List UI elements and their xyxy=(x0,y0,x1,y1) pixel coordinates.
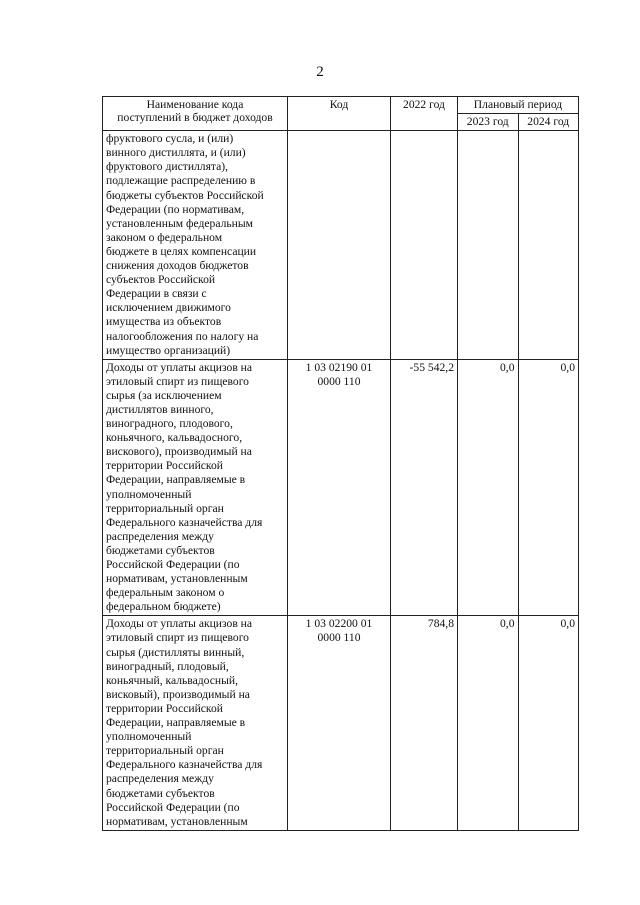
table-row xyxy=(103,359,579,616)
row-name-line: снижения доходов бюджетов xyxy=(106,259,249,273)
row-name-line: территории Российской xyxy=(106,459,223,473)
row-name-line: Российской Федерации (по xyxy=(106,558,240,571)
row-value-2024: 0,0 xyxy=(518,359,579,616)
row-value-2023 xyxy=(458,131,519,360)
row-value-2022 xyxy=(391,131,458,360)
row-name-line: Федерации в связи с xyxy=(106,287,207,301)
row-name xyxy=(103,131,288,360)
row-name-line: Федерации, направляемые в xyxy=(106,473,246,487)
row-code-line: 1 03 02200 01 xyxy=(305,617,373,631)
row-name-line: территориальный орган xyxy=(106,744,224,758)
row-name-line: субъектов Российской xyxy=(106,273,216,287)
row-name-line: Доходы от уплаты акцизов на xyxy=(106,360,253,374)
row-name-line: сырья (дистилляты винный, xyxy=(106,645,245,659)
row-name-line: бюджете в целях компенсации xyxy=(106,244,257,258)
row-name-line: этиловый спирт из пищевого xyxy=(106,631,249,645)
header-year-2022: 2022 год xyxy=(391,97,458,131)
row-name-line: этиловый спирт из пищевого xyxy=(106,374,249,388)
table-header xyxy=(103,97,579,131)
row-name-line: установленным федеральным xyxy=(106,216,253,230)
row-name-line: фруктового сусла, и (или) xyxy=(106,132,234,146)
row-name-line: федеральном бюджете) xyxy=(106,600,221,614)
row-name-line: бюджетами субъектов xyxy=(106,786,215,800)
row-code-line: 0000 110 xyxy=(317,631,361,645)
row-value-2023: 0,0 xyxy=(458,359,519,616)
row-value-2022: 784,8 xyxy=(391,616,458,830)
row-name-line: имущества из объектов xyxy=(106,315,222,329)
row-name-line: висковый), производимый на xyxy=(106,687,250,701)
row-code xyxy=(288,359,391,616)
row-name-line: сырья (за исключением xyxy=(106,388,222,402)
row-name xyxy=(103,359,288,616)
row-name-line: исключением движимого xyxy=(106,301,231,315)
table-row xyxy=(103,131,579,360)
row-name-line: Федерального казначейства для xyxy=(106,515,263,529)
row-name-line: налогообложения по налогу на xyxy=(106,329,259,343)
row-name-line: уполномоченный xyxy=(106,487,192,501)
row-name-line: подлежащие распределению в xyxy=(106,174,256,188)
row-name-line: территориальный орган xyxy=(106,501,224,515)
row-code xyxy=(288,616,391,830)
row-name-line: бюджеты субъектов Российской xyxy=(106,188,264,202)
row-value-2024 xyxy=(518,131,579,360)
table-body xyxy=(103,131,579,831)
row-name-line: Доходы от уплаты акцизов на xyxy=(106,617,253,631)
row-name-line: Федерации, направляемые в xyxy=(106,716,246,730)
header-name xyxy=(103,97,288,131)
row-name-line: территории Российской xyxy=(106,701,223,715)
row-name-line: распределения между xyxy=(106,529,214,543)
revenue-table xyxy=(102,96,579,831)
header-year-2023: 2023 год xyxy=(458,114,519,131)
row-name-line: нормативам, установленным xyxy=(106,814,248,828)
row-name-line: винного дистиллята, и (или) xyxy=(106,146,246,160)
row-name-line: дистиллятов винного, xyxy=(106,402,214,416)
row-name-line: коньячный, кальвадосный, xyxy=(106,673,238,687)
row-value-2022: -55 542,2 xyxy=(391,359,458,616)
table-row xyxy=(103,616,579,830)
row-name-line: Российской Федерации (по xyxy=(106,800,240,814)
header-code: Код xyxy=(288,97,391,131)
header-year-2024: 2024 год xyxy=(518,114,579,131)
row-value-2023: 0,0 xyxy=(458,616,519,830)
page-number: 2 xyxy=(316,64,324,80)
row-name-line: виноградный, плодовый, xyxy=(106,659,229,673)
row-name-line: федеральным законом о xyxy=(106,586,225,600)
header-planned-period: Плановый период xyxy=(458,97,579,114)
row-name-line: Федерации (по нормативам, xyxy=(106,202,245,216)
row-name-line: законом о федеральном xyxy=(106,230,223,244)
row-name-line: бюджетами субъектов xyxy=(106,543,215,557)
header-row-top xyxy=(103,97,579,114)
header-name-line: поступлений в бюджет доходов xyxy=(117,111,273,124)
row-name xyxy=(103,616,288,830)
row-code xyxy=(288,131,391,360)
row-name-line: виноградного, плодового, xyxy=(106,417,233,431)
row-value-2024: 0,0 xyxy=(518,616,579,830)
row-name-line: вискового), производимый на xyxy=(106,445,252,459)
row-code-line: 0000 110 xyxy=(317,374,361,388)
row-name-line: уполномоченный xyxy=(106,730,192,744)
row-name-line: фруктового дистиллята), xyxy=(106,160,229,174)
row-code-line: 1 03 02190 01 xyxy=(305,360,373,374)
row-name-line: распределения между xyxy=(106,772,214,786)
header-name-line: Наименование кода xyxy=(146,98,244,111)
row-name-line: нормативам, установленным xyxy=(106,572,248,586)
row-name-line: коньячного, кальвадосного, xyxy=(106,431,243,445)
row-name-line: Федерального казначейства для xyxy=(106,758,263,772)
row-name-line: имущество организаций) xyxy=(106,343,231,357)
